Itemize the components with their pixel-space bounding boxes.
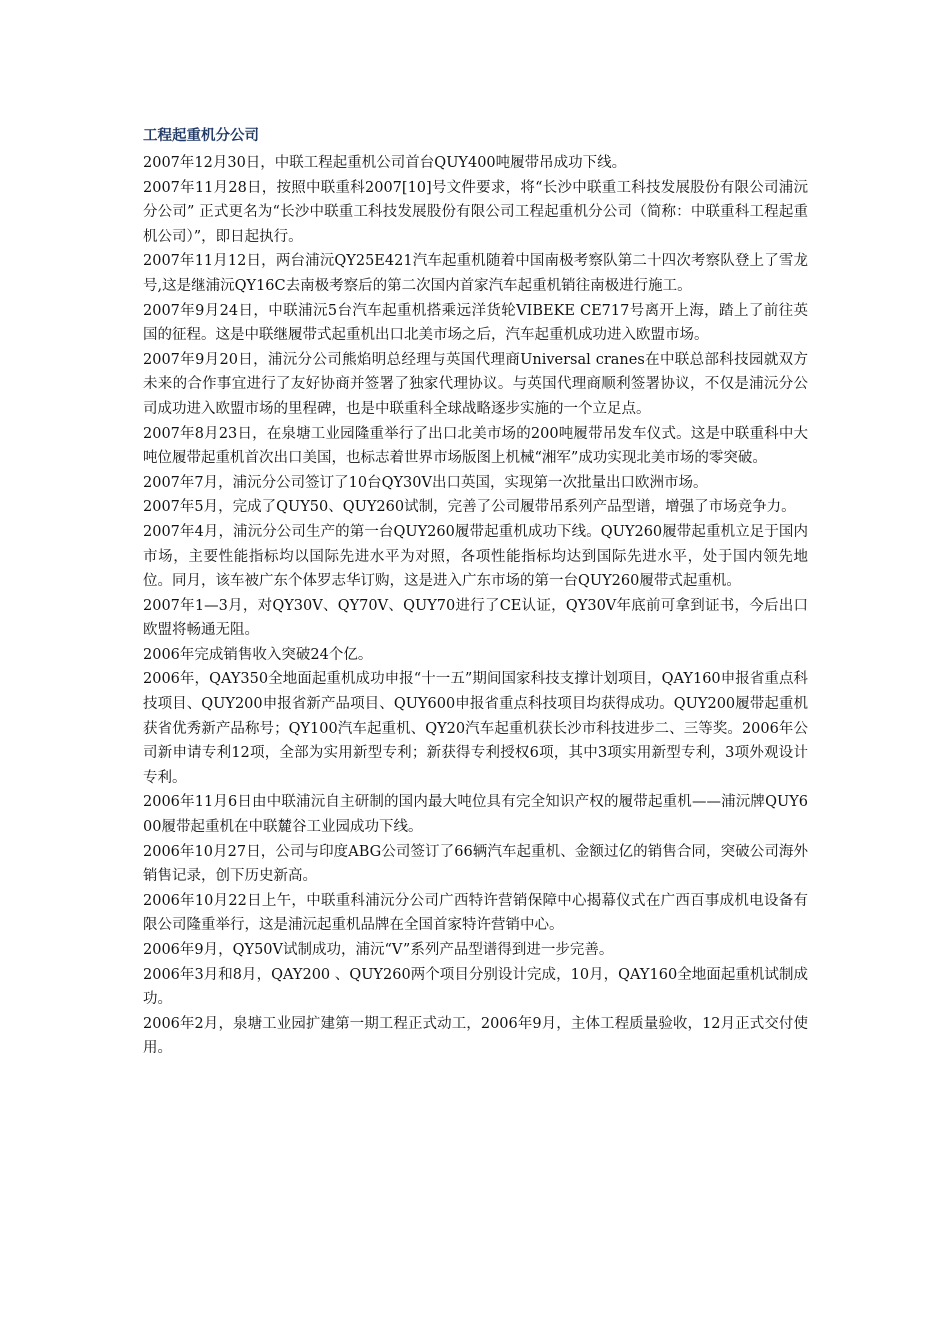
paragraph: 2006年11月6日由中联浦沅自主研制的国内最大吨位具有完全知识产权的履带起重机——浦沅牌QUY600履带起重机在中联麓谷工业园成功下线。 <box>143 794 808 836</box>
paragraph: 2006年9月，QY50V试制成功，浦沅“V”系列产品型谱得到进一步完善。 <box>143 942 614 958</box>
paragraph: 2007年5月，完成了QUY50、QUY260试制，完善了公司履带吊系列产品型谱，增强了市场竞争力。 <box>143 499 796 516</box>
paragraph: 2006年完成销售收入突破24个亿。 <box>143 646 373 663</box>
paragraph: 2007年9月20日，浦沅分公司熊焰明总经理与英国代理商Universal cranes在中联总部科技园就双方未来的合作事宜进行了友好协商并签署了独家代理协议。与英国代理商顺利签署协议，不仅是浦沅分公司成功进入欧盟市场的里程碑，也是中联重科全球战略逐步实施的一个立足点。 <box>143 351 808 417</box>
paragraph: 2007年8月23日，在泉塘工业园隆重举行了出口北美市场的200吨履带吊发车仪式。这是中联重科中大吨位履带起重机首次出口美国，也标志着世界市场版图上机械“湘军”成功实现北美市场的零突破。 <box>143 425 808 467</box>
paragraph: 2006年3月和8月，QAY200 、QUY260两个项目分别设计完成，10月，QAY160全地面起重机试制成功。 <box>143 966 808 1008</box>
document-page <box>143 126 808 1061</box>
paragraph: 2006年2月，泉塘工业园扩建第一期工程正式动工，2006年9月，主体工程质量验收，12月正式交付使用。 <box>143 1015 808 1057</box>
paragraph: 2006年10月27日，公司与印度ABG公司签订了66辆汽车起重机、金额过亿的销售合同，突破公司海外销售记录，创下历史新高。 <box>143 843 808 885</box>
paragraph: 2007年12月30日，中联工程起重机公司首台QUY400吨履带吊成功下线。 <box>143 155 627 171</box>
paragraph: 2007年1—3月，对QY30V、QY70V、QUY70进行了CE认证，QY30V年底前可拿到证书，今后出口欧盟将畅通无阻。 <box>143 597 808 639</box>
paragraph: 2007年4月，浦沅分公司生产的第一台QUY260履带起重机成功下线。QUY260履带起重机立足于国内市场，主要性能指标均以国际先进水平为对照，各项性能指标均达到国际先进水平，处于国内领先地位。同月，该车被广东个体罗志华订购，这是进入广东市场的第一台QUY260履带式起重机。 <box>143 523 808 590</box>
section-title: 工程起重机分公司 <box>143 128 259 144</box>
paragraph: 2007年7月，浦沅分公司签订了10台QY30V出口英国，实现第一次批量出口欧洲市场。 <box>143 474 708 491</box>
paragraph: 2007年11月28日，按照中联重科2007[10]号文件要求，将“长沙中联重工科技发展股份有限公司浦沅分公司” 正式更名为“长沙中联重工科技发展股份有限公司工程起重机分公司（简称：中联重科工程起重机公司）”，即日起执行。 <box>143 179 808 245</box>
paragraph: 2007年11月12日，两台浦沅QY25E421汽车起重机随着中国南极考察队第二十四次考察队登上了雪龙号,这是继浦沅QY16C去南极考察后的第二次国内首家汽车起重机销往南极进行施工。 <box>143 253 808 294</box>
paragraph: 2007年9月24日，中联浦沅5台汽车起重机搭乘远洋货轮VIBEKE CE717号离开上海，踏上了前往英国的征程。这是中联继履带式起重机出口北美市场之后，汽车起重机成功进入欧盟市场。 <box>143 302 808 344</box>
paragraph: 2006年10月22日上午，中联重科浦沅分公司广西特许营销保障中心揭幕仪式在广西百事成机电设备有限公司隆重举行，这是浦沅起重机品牌在全国首家特许营销中心。 <box>143 892 808 934</box>
paragraph: 2006年，QAY350全地面起重机成功申报“十一五”期间国家科技支撑计划项目，QAY160申报省重点科技项目、QUY200申报省新产品项目、QUY600申报省重点科技项目均获得成功。QUY200履带起重机获省优秀新产品称号；QY100汽车起重机、QY20汽车起重机获长沙市科技进步二、三等奖。2006年公司新申请专利12项，全部为实用新型专利；新获得专利授权6项，其中3项实用新型专利，3项外观设计专利。 <box>143 671 808 786</box>
